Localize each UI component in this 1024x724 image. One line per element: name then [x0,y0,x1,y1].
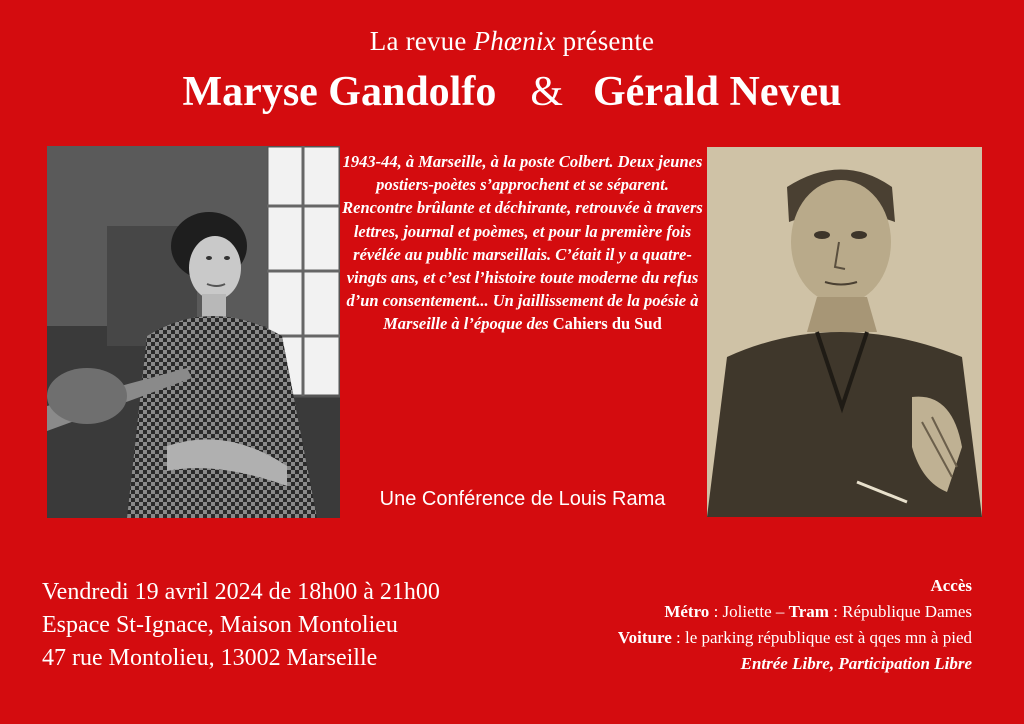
name-gerald: Gérald Neveu [593,69,842,115]
access-transit [618,599,972,625]
tram-label: Tram [788,602,829,621]
event-info [42,576,440,675]
name-maryse: Maryse Gandolfo [182,69,497,115]
access-car [618,625,972,651]
event-address: 47 rue Montolieu, 13002 Marseille [42,645,378,671]
metro-label: Métro [664,602,710,621]
access-info [618,573,972,677]
car-value: : le parking république est à qqes mn à pied [671,628,972,647]
journal-name: Cahiers du Sud [552,314,662,334]
description-body: 1943-44, à Marseille, à la poste Colbert. Deux jeunes postiers-poètes s’approchent et se séparent. Rencontre brûlante et déchirante, retrouvée à travers lettres, journal et poèmes, et pour la première fois révélée au public marseillais. C’était il y a quatre-vingts ans, et c’est l’histoire toute moderne du refus d’un consentement... Un jaillissement de la poésie à Marseille à l’époque des [342,152,703,334]
event-venue: Espace St-Ignace, Maison Montolieu [42,612,398,638]
car-label: Voiture [617,628,672,647]
ampersand: & [530,69,564,115]
intro-after: présente [555,26,655,56]
review-name: Phœnix [473,26,556,56]
photo-maryse [47,146,340,518]
intro-before: La revue [369,26,474,56]
entry-info: Entrée Libre, Participation Libre [740,654,972,673]
page-title [0,68,1024,116]
drawing-gerald-illustration [707,147,982,517]
description-text [340,150,705,336]
lecture-credit: Une Conférence de Louis Rama [379,488,666,510]
drawing-gerald [707,147,982,517]
tram-value: : République Dames [828,602,972,621]
intro-line [0,26,1024,57]
event-date: Vendredi 19 avril 2024 de 18h00 à 21h00 [42,579,440,605]
photo-maryse-illustration [47,146,340,518]
access-title: Accès [930,576,972,595]
metro-value: : Joliette – [709,602,789,621]
